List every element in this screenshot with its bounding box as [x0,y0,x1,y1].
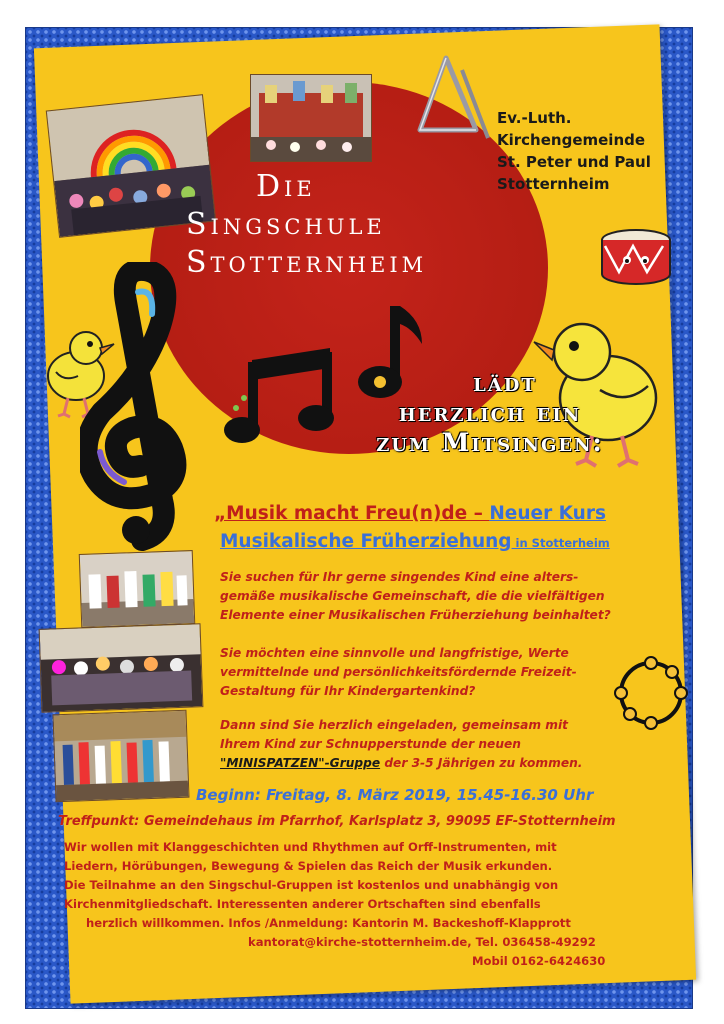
title-line-1: Die [256,169,316,204]
photo-stage-castle [250,74,372,162]
p2-line-1: Sie möchten eine sinnvolle und langfristige, Werte [220,646,569,660]
drum-icon [597,226,675,290]
closing-line-2: Liedern, Hörübungen, Bewegung & Spielen das Reich der Musik erkunden. [64,859,553,873]
course-title-part1: „Musik macht Freu(n)de – [214,503,490,524]
p3-line-2: Ihrem Kind zur Schnupperstunde der neuen [220,737,521,751]
title-line-3: Stotternheim [186,245,428,280]
meeting-point: Treffpunkt: Gemeindehaus im Pfarrhof, Karlsplatz 3, 99095 EF-Stotternheim [58,814,616,829]
photo-children-costumes-1 [79,550,196,628]
minispatzen-group-name: "MINISPATZEN"-Gruppe [220,756,381,770]
invitation-heading [330,368,650,458]
course-title-part2: Neuer Kurs [489,503,606,524]
contact-mobile: Mobil 0162-6424630 [472,954,606,968]
treble-clef-icon [80,262,192,552]
p2-line-3: Gestaltung für Ihr Kindergartenkind? [220,684,476,698]
closing-line-4: Kirchenmitgliedschaft. Interessenten anderer Ortschaften sind ebenfalls [64,897,541,911]
title-line-2: Singschule [186,207,386,242]
beamed-notes-icon [222,338,342,450]
invite-line-1: lädt [473,368,537,397]
church-line-4: Stotternheim [497,175,610,193]
p1-line-2: gemäße musikalische Gemeinschaft, die die vielfältigen [220,589,605,603]
photo-children-costumes-2 [39,623,204,713]
page-title [186,168,516,282]
p3-line-1: Dann sind Sie herzlich eingeladen, gemeinsam mit [220,718,569,732]
paragraph-2 [220,644,660,701]
triangle-instrument-icon [410,50,500,142]
closing-line-5: herzlich willkommen. Infos /Anmeldung: Kantorin M. Backeshoff-Klapprott [86,916,571,930]
contact-email-phone: kantorat@kirche-stotternheim.de, Tel. 036458-49292 [248,935,596,949]
photo-children-costumes-3 [53,710,190,803]
course-title [214,500,684,557]
invite-line-3: zum Mitsingen: [376,428,604,457]
p1-line-1: Sie suchen für Ihr gerne singendes Kind eine alters- [220,570,579,584]
church-name-block [497,107,687,195]
paragraph-3 [220,716,660,773]
closing-line-3: Die Teilnahme an den Singschul-Gruppen ist kostenlos und unabhängig von [64,878,559,892]
church-line-3: St. Peter und Paul [497,153,651,171]
p3-line-3-tail: der 3-5 Jährigen zu kommen. [380,756,583,770]
church-line-2: Kirchengemeinde [497,131,646,149]
invite-line-2: herzlich ein [398,398,582,427]
course-subtitle: Musikalische Früherziehung [220,531,512,552]
church-line-1: Ev.-Luth. [497,109,572,127]
p2-line-2: vermittelnde und persönlichkeitsfördernde Freizeit- [220,665,577,679]
paragraph-1 [220,568,660,625]
p1-line-3: Elemente einer Musikalischen Früherziehung beinhaltet? [220,608,611,622]
closing-text [64,838,644,971]
course-location: in Stotterheim [511,536,610,550]
closing-line-1: Wir wollen mit Klanggeschichten und Rhythmen auf Orff-Instrumenten, mit [64,840,557,854]
start-date: Beginn: Freitag, 8. März 2019, 15.45-16.30 Uhr [196,786,594,804]
